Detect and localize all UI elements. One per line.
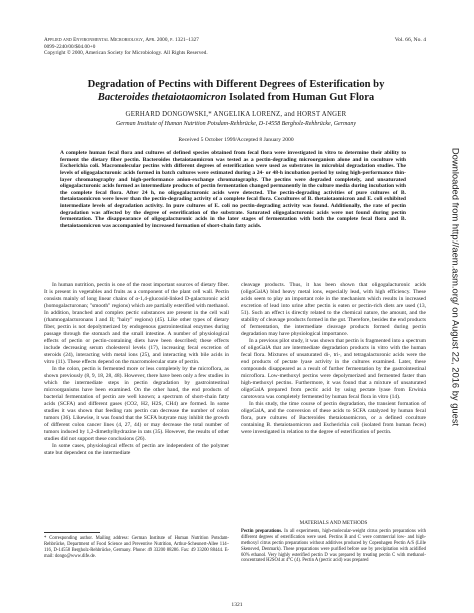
body-paragraph: cleavage products. Thus, it has been shown that oligogalacturonic acids (oligoGalA) bind heavy metal ions, especially lead, with high efficiency. These acids seem to play an important role in the mechanism which results in increased excretion of lead into urine after pectin is eaten or pectin-rich diets are used (13, 51). Such an effect is directly related to the chemical nature, the amount, and the stability of cleavage products formed in the gut. Therefore, besides the end products of fermentation, the intermediate cleavage products formed during pectin degradation may have physiological importance.	[241, 282, 427, 338]
running-header-left	[44, 37, 384, 57]
author-list: GERHARD DONGOWSKI,* ANGELIKA LORENZ, and HORST ANGER	[125, 111, 347, 118]
footnote-divider	[44, 532, 100, 533]
body-paragraph: In this study, the time course of pectin degradation, the transient formation of oligoGalA, and the conversion of these acids to SCFA catalyzed by human fecal flora, pure cultures of Bacteroides thetaiotaomicron, or a defined coculture containing B. thetaiotaomicron and Escherichia coli (isolated from human feces) were investigated in relation to the degree of esterification of pectin.	[241, 401, 426, 436]
abstract: A complete human fecal flora and cultures of defined species obtained from fecal flora were investigated in vitro to determine their ability to ferment the dietary fiber pectin. Bacteroides thetaiotaomicron was tested as a pectin-degrading microorganism alone and in coculture with Escherichia coli. Macromolecular pectins with different degrees of esterification were used as substrates in microbial degradation studies. The levels of oligogalacturonic acids formed in batch cultures were estimated during a 24- or 48-h incubation period by using high-performance thin-layer chromatography and high-performance anion-exchange chromatography. The pectins were degraded completely, and unsaturated oligogalacturonic acids formed as intermediate products of pectin fermentation changed permanently in the culture media during incubation with the complete fecal flora. After 24 h, no oligogalacturonic acids were detected. The pectin-degrading activities of pure cultures of B. thetaiotaomicron were lower than the pectin-degrading activity of a complete fecal flora. Cocultures of B. thetaiotaomicron and E. coli exhibited intermediate levels of degradation activity. In pure cultures of E. coli no pectin-degrading activity was found. Additionally, the rate of pectin degradation was affected by the degree of esterification of the substrate. Saturated oligogalacturonic acids were not found during pectin fermentation. The disappearance of oligogalacturonic acids in the later stages of fermentation with both the complete fecal flora and B. thetaiotaomicron was accompanied by increased formation of short-chain fatty acids.	[60, 150, 406, 229]
corresponding-author-footnote: * Corresponding author. Mailing address: German Institute of Human Nutrition Potsdam-Rehbrücke, Department of Food Science and Preventive Nutrition, Arthur-Scheunert-Allee 114–116, D-14558 Bergholz-Rehbrücke, Germany. Phone: 49 33200 88286. Fax: 49 33200 88444. E-mail: dongo@www.dife.de.	[44, 536, 229, 559]
methods-heading: MATERIALS AND METHODS	[299, 520, 368, 526]
download-watermark	[449, 42, 463, 532]
volume-line: Vol. 66, No. 4	[394, 37, 426, 43]
title-line-1: Degradation of Pectins with Different Degrees of Esterification by	[87, 79, 385, 90]
body-paragraph: In a previous pilot study, it was shown that pectin is fragmented into a spectrum of oligoGalA that are intermediate degradation products in vitro with the human fecal flora. Mixtures of unsaturated di-, tri-, and tetragalacturonic acids were the end products of pectate lyase activity in the cultures examined. Later, these compounds disappeared as a result of further fermentation by the gastrointestinal microflora. Low-methoxyl pectins were depolymerized and fermented faster than high-methoxyl pectins. Furthermore, it was found that a mixture of unsaturated oligoGalA prepared from pectic acid by using pectate lyase from Erwinia carotovora was completely fermented by human fecal flora in vitro (14).	[241, 338, 426, 401]
received-dates: Received 5 October 1999/Accepted 8 January 2000	[178, 137, 294, 143]
methods-text: In all experiments, high-molecular-weight citrus pectin preparations with different degrees of esterification were used. Pectins B and C were commercial low- and high-methoxyl citrus pectin preparations without additives produced by Copenhagen Pectin A/S (Lille Skensved, Denmark). These preparations were purified before use by precipitation with acidified 60% ethanol. Very highly esterified pectin D was prepared by treating pectin C with methanol-concentrated H2SO4 at 4°C (4). Pectin A (pectic acid) was prepared	[241, 528, 426, 564]
title-line-2-rest: Isolated from Human Gut Flora	[226, 92, 375, 103]
body-paragraph: In the colon, pectin is fermented more or less completely by the microflora, as shown previously (8, 9, 18, 28, 48). However, there have been only a few studies in which the intermediate steps in pectin degradation by gastrointestinal microorganisms have been examined. On the other hand, the end products of bacterial fermentation of pectin are well known; a spectrum of short-chain fatty acids (SCFA) and different gases (CO2, H2, H2S, CH4) are formed. In some studies it was shown that feeding rats pectin can decrease the number of colon tumors (36). Likewise, it was found that the SCFA butyrate may inhibit the growth of different colon cancer lines (4, 27, 44) or may decrease the total number of tumors induced by 1,2-dimethylhydrazine in rats (35). However, the results of other studies did not support these conclusions (26).	[44, 366, 229, 443]
body-paragraph: In human nutrition, pectin is one of the most important sources of dietary fiber. It is present in vegetables and fruits as a component of the plant cell wall. Pectin consists mainly of long linear chains of α-1,4-glucosid-linked D-galacturonic acid (homogalacturonan; "smooth" regions) which are partially esterified with methanol. In addition, branched and complex pectic substances are present in the cell wall (rhamnogalacturonans I and II; "hairy" regions) (45). Like other types of dietary fiber, pectin is not depolymerized by endogenous gastrointestinal enzymes during passage through the stomach and the small intestine. A number of physiological effects of pectin or pectin-containing diets have been described; these effects include decreasing serum cholesterol levels (17), increasing fecal excretion of steroids (24), interacting with metal ions (25), and interacting with bile acids in vitro (11). These effects depend on the macromolecular state of pectin.	[44, 282, 229, 366]
page-number: 1321	[231, 602, 243, 608]
title-line-2	[44, 91, 428, 104]
journal-citation: Applied and Environmental Microbiology, Apr. 2000, p. 1321–1327	[44, 37, 199, 43]
copyright-line: Copyright © 2000, American Society for Microbiology. All Rights Reserved.	[44, 50, 208, 57]
download-watermark-text[interactable]: Downloaded from http://aem.asm.org/ on August 22, 2016 by guest	[450, 147, 462, 427]
methods-subheading: Pectin preparations.	[241, 528, 283, 534]
title-species-name: Bacteroides thetaiotaomicron	[97, 92, 227, 103]
issn-line: 0099-2240/00/$04.00+0	[44, 43, 96, 50]
article-title	[44, 78, 428, 104]
body-paragraph: In some cases, physiological effects of pectin are independent of the polymer state but dependent on the intermediate	[44, 443, 229, 457]
author-affiliation: German Institute of Human Nutrition Potsdam-Rehbrücke, D-14558 Bergholz-Rehbrücke, Germany	[115, 121, 357, 127]
body-column-right	[241, 282, 426, 436]
body-column-left	[44, 282, 229, 457]
methods-section	[241, 521, 426, 564]
